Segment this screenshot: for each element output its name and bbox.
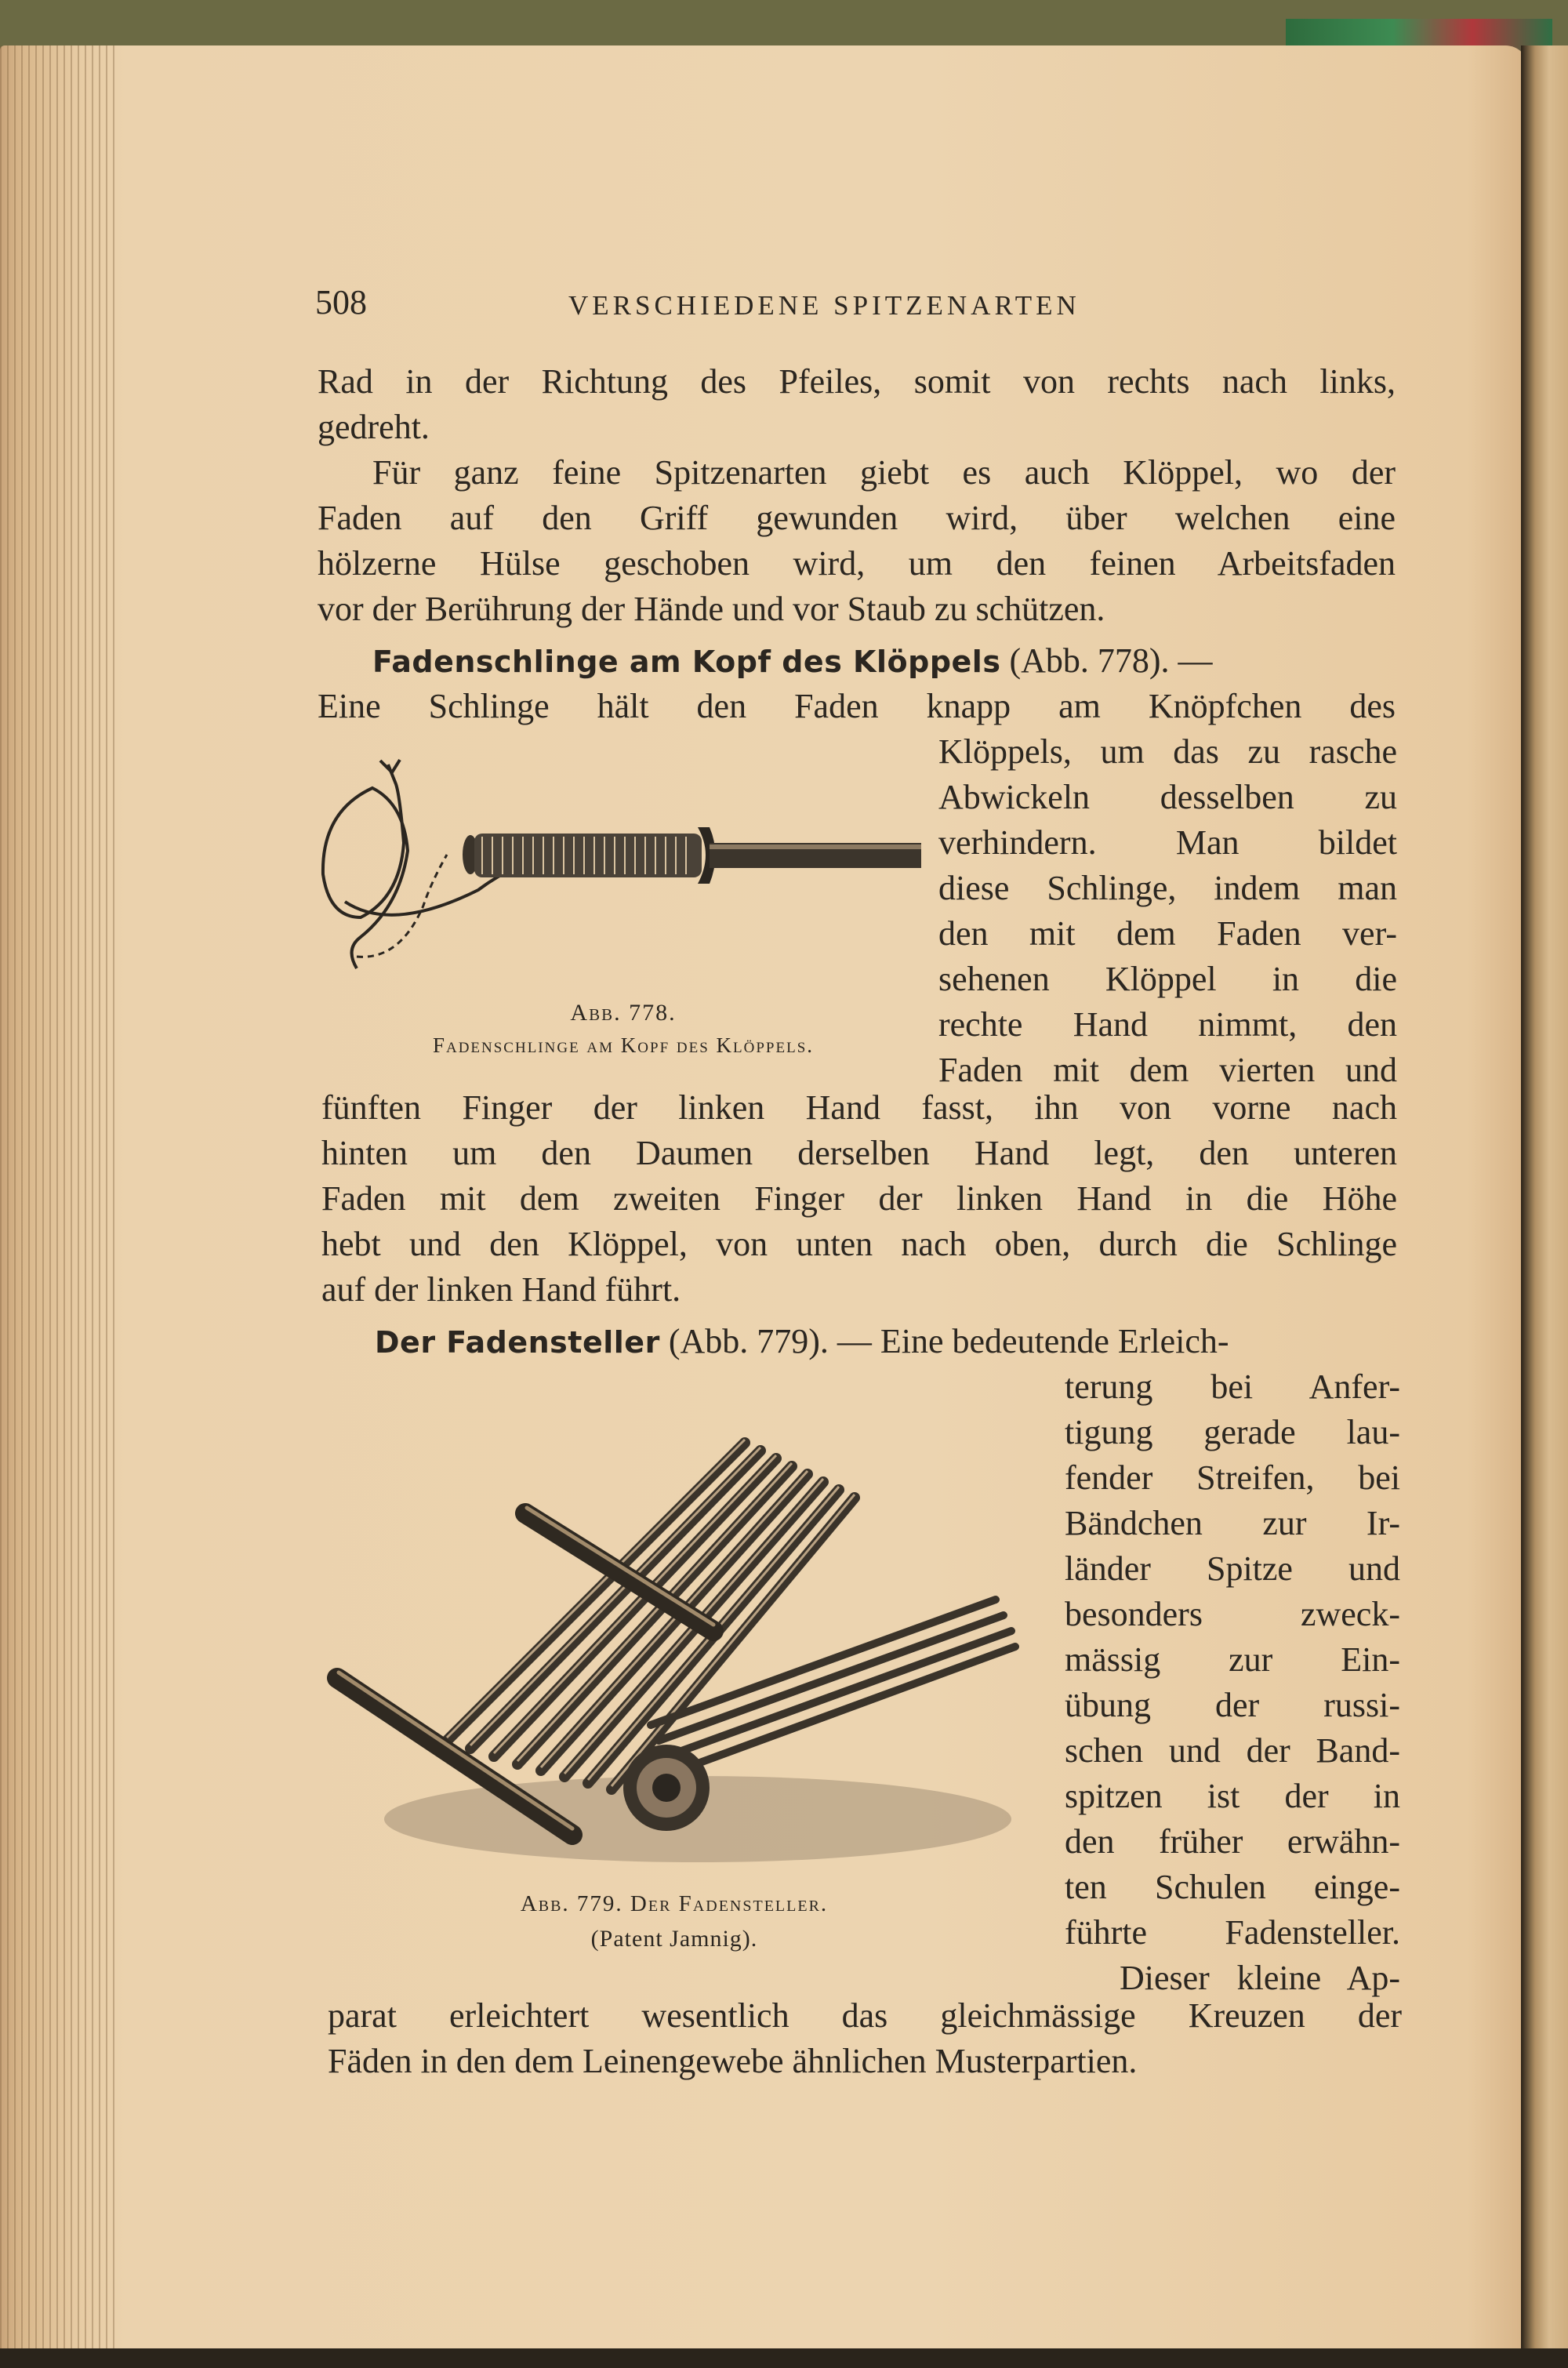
text-line: besonders zweck- — [1065, 1595, 1400, 1633]
figure-779-label: Abb. 779. Der Fadensteller. — [520, 1891, 829, 1916]
figure-reference: (Abb. 779). — Eine bedeutende Erleich- — [659, 1322, 1229, 1360]
text-line: ten Schulen einge- — [1065, 1868, 1400, 1906]
text-line: Bändchen zur Ir- — [1065, 1504, 1400, 1542]
text-line: Faden auf den Griff gewunden wird, über welchen eine — [318, 499, 1396, 537]
facing-page-edge — [1521, 45, 1568, 2368]
section-1-line-2 — [318, 684, 1396, 729]
fadensteller-illustration — [321, 1396, 1027, 1882]
text-line: schen und der Band- — [1065, 1731, 1400, 1770]
figure-779-sub: (Patent Jamnig). — [590, 1926, 758, 1952]
text-line: den mit dem Faden ver- — [938, 914, 1397, 953]
paragraph-2 — [318, 450, 1396, 632]
figure-reference: (Abb. 778). — — [1000, 641, 1213, 680]
fadenschlinge-illustration — [314, 749, 925, 1000]
text-line: fünften Finger der linken Hand fasst, ihn von vorne nach — [321, 1088, 1397, 1127]
text-line: gedreht. — [318, 408, 430, 446]
text-line: auf der linken Hand führt. — [321, 1270, 681, 1309]
text-line: Abwickeln desselben zu — [938, 778, 1397, 816]
text-line: rechte Hand nimmt, den — [938, 1005, 1397, 1044]
figure-778-caption: Fadenschlinge am Kopf des Klöppels. — [432, 1033, 815, 1057]
section-1-side-text — [938, 729, 1397, 1093]
section-heading-fadensteller: Der Fadensteller — [375, 1325, 660, 1360]
text-line: Fäden in den dem Leinengewebe ähnlichen Musterpartien. — [328, 2042, 1138, 2080]
text-line: terung bei Anfer- — [1065, 1367, 1400, 1406]
section-heading-line-1 — [372, 638, 1399, 685]
paragraph-1 — [318, 359, 1396, 450]
text-line: länder Spitze und — [1065, 1549, 1400, 1588]
text-line: diese Schlinge, indem man — [938, 869, 1397, 907]
text-line: Eine Schlinge hält den Faden knapp am Knöpfchen des — [318, 687, 1396, 725]
section-2-side-text — [1065, 1364, 1400, 1956]
text-line: Rad in der Richtung des Pfeiles, somit von rechts nach links, — [318, 362, 1396, 401]
text-line: hölzerne Hülse geschoben wird, um den feinen Arbeitsfaden — [318, 544, 1396, 583]
text-line: übung der russi- — [1065, 1686, 1400, 1724]
text-line: parat erleichtert wesentlich das gleichmässige Kreuzen der — [328, 1996, 1402, 2035]
text-line: Dieser kleine Ap- — [1120, 1959, 1400, 1997]
figure-778-label: Abb. 778. — [570, 1000, 677, 1026]
text-line: fender Streifen, bei — [1065, 1458, 1400, 1497]
text-line: verhindern. Man bildet — [938, 823, 1397, 862]
text-line: Für ganz feine Spitzenarten giebt es auch Klöppel, wo der — [372, 453, 1396, 492]
section-heading-fadenschlinge: Fadenschlinge am Kopf des Klöppels — [372, 645, 1001, 679]
section-2-continuation — [328, 1993, 1402, 2084]
text-line: hinten um den Daumen derselben Hand legt, den unteren — [321, 1134, 1397, 1172]
text-line: Faden mit dem vierten und — [938, 1051, 1397, 1089]
text-line: vor der Berührung der Hände und vor Staub zu schützen. — [318, 590, 1105, 628]
text-line: führte Fadensteller. — [1065, 1913, 1400, 1952]
text-line: Faden mit dem zweiten Finger der linken Hand in die Höhe — [321, 1179, 1397, 1218]
page-stack-edge — [0, 45, 118, 2359]
text-line: tigung gerade lau- — [1065, 1413, 1400, 1451]
text-line: hebt und den Klöppel, von unten nach oben, durch die Schlinge — [321, 1225, 1397, 1263]
section-1-continuation — [321, 1085, 1397, 1313]
text-line: den früher erwähn- — [1065, 1822, 1400, 1861]
page-number: 508 — [315, 283, 367, 321]
text-line: Klöppels, um das zu rasche — [938, 732, 1397, 771]
section-heading-line-2 — [375, 1319, 1400, 1365]
text-line: mässig zur Ein- — [1065, 1640, 1400, 1679]
running-title: VERSCHIEDENE SPITZENARTEN — [568, 290, 1080, 321]
text-line: sehenen Klöppel in die — [938, 960, 1397, 998]
text-line: spitzen ist der in — [1065, 1777, 1400, 1815]
bottom-shadow — [0, 2348, 1568, 2368]
